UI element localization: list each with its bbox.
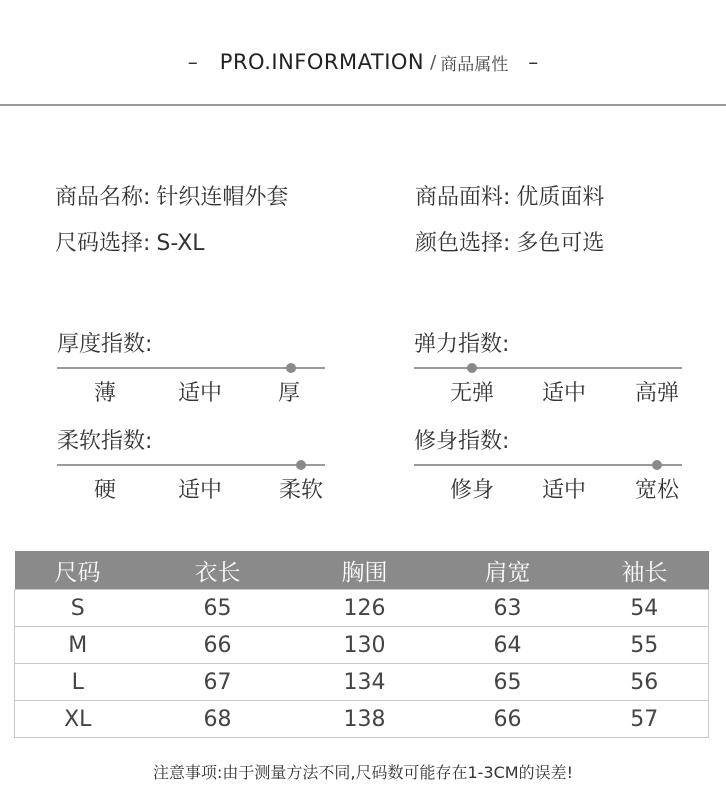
- thickness-option: 适中: [177, 381, 222, 406]
- fit-option: 适中: [541, 478, 586, 503]
- table-cell: XL: [15, 701, 141, 738]
- elasticity-option: 适中: [541, 381, 586, 406]
- table-cell: 63: [435, 590, 581, 627]
- header-title-en: PRO.INFORMATION: [219, 50, 425, 74]
- table-row: [15, 664, 709, 701]
- table-cell: 57: [581, 701, 709, 738]
- header-chest: 胸围: [295, 551, 435, 590]
- softness-index-scale: [57, 464, 325, 466]
- table-row: [15, 701, 709, 738]
- table-cell: 65: [141, 590, 295, 627]
- header-shoulder: 肩宽: [435, 551, 581, 590]
- attr-label: 尺码选择:: [55, 231, 151, 256]
- header-divider: [0, 104, 726, 106]
- table-cell: 67: [141, 664, 295, 701]
- fit-option: 修身: [449, 478, 494, 503]
- elasticity-index-marker: [467, 363, 477, 373]
- thickness-index-title: 厚度指数:: [57, 332, 153, 357]
- table-row: [15, 627, 709, 664]
- fit-index-scale: [414, 464, 682, 466]
- table-cell: L: [15, 664, 141, 701]
- fit-index-title: 修身指数:: [414, 429, 510, 454]
- attr-value: 优质面料: [516, 185, 605, 210]
- elasticity-option: 无弹: [449, 381, 494, 406]
- attr-value: 多色可选: [516, 231, 605, 256]
- measurement-note: 注意事项:由于测量方法不同,尺码数可能存在1-3CM的误差!: [152, 763, 573, 782]
- header-title-cn: 商品属性: [440, 54, 509, 75]
- table-cell: 68: [141, 701, 295, 738]
- table-cell: 66: [141, 627, 295, 664]
- thickness-index-marker: [286, 363, 296, 373]
- thickness-option: 厚: [277, 381, 300, 406]
- attr-value: S-XL: [156, 231, 205, 256]
- thickness-option: 薄: [93, 381, 116, 406]
- attr-color: [415, 226, 604, 257]
- header-length: 衣长: [141, 551, 295, 590]
- table-cell: S: [15, 590, 141, 627]
- attr-label: 商品面料:: [415, 185, 511, 210]
- header-separator: /: [430, 51, 437, 73]
- fit-index-marker: [652, 460, 662, 470]
- softness-option: 柔软: [278, 478, 323, 503]
- fit-option: 宽松: [634, 478, 679, 503]
- table-cell: 56: [581, 664, 709, 701]
- softness-index-marker: [296, 460, 306, 470]
- attr-size: [55, 226, 205, 257]
- table-cell: 54: [581, 590, 709, 627]
- attr-fabric: [415, 180, 604, 211]
- elasticity-index-scale: [414, 367, 682, 369]
- table-cell: 55: [581, 627, 709, 664]
- table-row: [15, 590, 709, 627]
- attr-label: 商品名称:: [55, 185, 151, 210]
- size-table-header-row: [15, 551, 709, 590]
- softness-option: 适中: [177, 478, 222, 503]
- size-table: [14, 551, 709, 738]
- header-dash-left: –: [187, 50, 198, 74]
- table-cell: 65: [435, 664, 581, 701]
- table-cell: 64: [435, 627, 581, 664]
- header-sleeve: 袖长: [581, 551, 709, 590]
- table-cell: 134: [295, 664, 435, 701]
- elasticity-option: 高弹: [634, 381, 679, 406]
- header-size: 尺码: [15, 551, 141, 590]
- attr-product-name: [55, 180, 288, 211]
- table-cell: 126: [295, 590, 435, 627]
- section-header: [0, 40, 726, 84]
- softness-option: 硬: [93, 478, 116, 503]
- table-cell: 138: [295, 701, 435, 738]
- table-cell: M: [15, 627, 141, 664]
- softness-index-title: 柔软指数:: [57, 429, 153, 454]
- attr-label: 颜色选择:: [415, 231, 511, 256]
- attr-value: 针织连帽外套: [156, 185, 289, 210]
- header-dash-right: –: [528, 50, 539, 74]
- table-cell: 130: [295, 627, 435, 664]
- table-cell: 66: [435, 701, 581, 738]
- thickness-index-scale: [57, 367, 325, 369]
- elasticity-index-title: 弹力指数:: [414, 332, 510, 357]
